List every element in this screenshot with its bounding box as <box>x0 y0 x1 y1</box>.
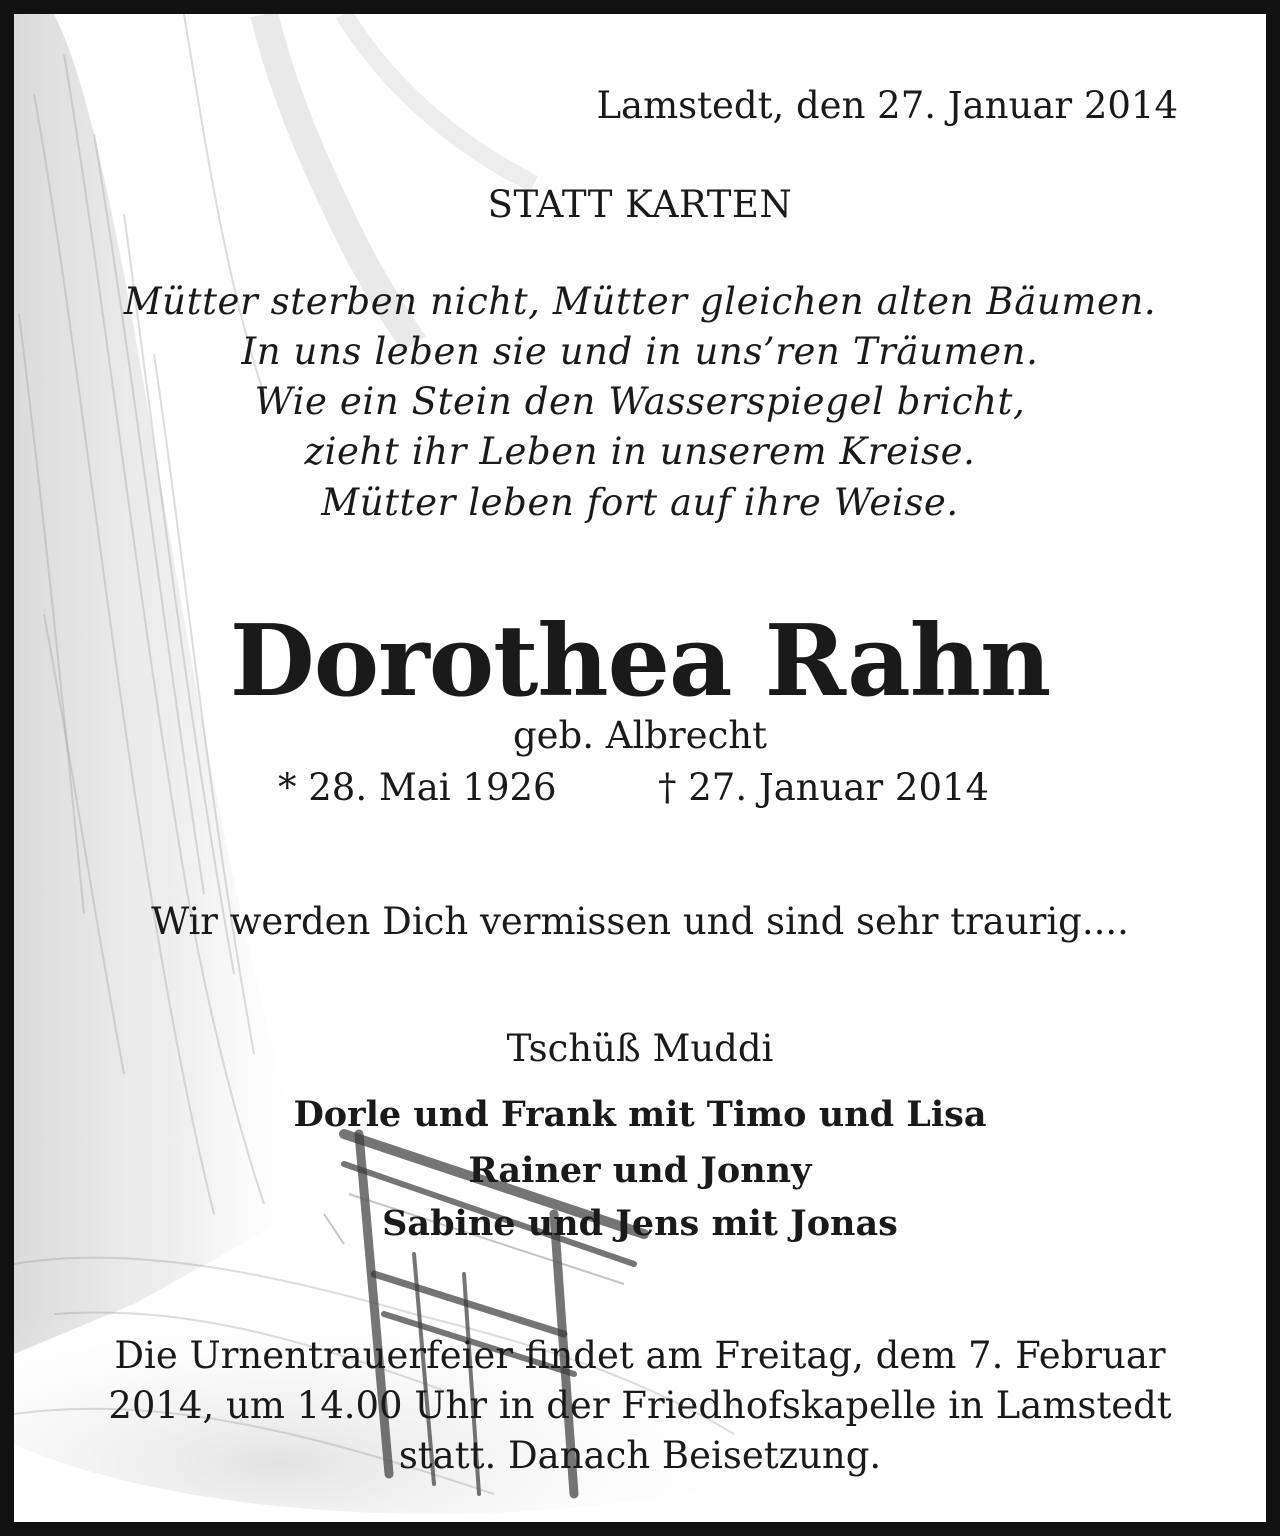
poem-line: Wie ein Stein den Wasserspiegel bricht, <box>254 380 1026 423</box>
family-member-line: Rainer und Jonny <box>468 1150 812 1191</box>
death-date: † 27. Januar 2014 <box>658 766 990 809</box>
announcement-line: 2014, um 14.00 Uhr in der Friedhofskapelle in Lamstedt <box>108 1384 1172 1427</box>
goodbye-line: Tschüß Muddi <box>506 1027 774 1070</box>
notice-header: STATT KARTEN <box>487 183 793 226</box>
birth-name: geb. Albrecht <box>512 714 768 757</box>
poem-line: Mütter leben fort auf ihre Weise. <box>321 481 959 524</box>
date-line: Lamstedt, den 27. Januar 2014 <box>596 84 1178 127</box>
announcement-line: statt. Danach Beisetzung. <box>398 1434 882 1477</box>
farewell-line: Wir werden Dich vermissen und sind sehr traurig.... <box>151 900 1129 943</box>
poem-line: Mütter sterben nicht, Mütter gleichen alten Bäumen. <box>123 280 1157 323</box>
announcement-line: Die Urnentrauerfeier findet am Freitag, dem 7. Februar <box>114 1334 1166 1377</box>
deceased-name: Dorothea Rahn <box>229 604 1051 719</box>
family-member-line: Sabine und Jens mit Jonas <box>382 1203 898 1244</box>
birth-date: * 28. Mai 1926 <box>278 766 557 809</box>
poem-line: zieht ihr Leben in unserem Kreise. <box>304 430 976 473</box>
poem-line: In uns leben sie und in uns’ren Träumen. <box>241 330 1039 373</box>
family-member-line: Dorle und Frank mit Timo und Lisa <box>293 1094 987 1135</box>
tree-and-bench-sketch <box>14 14 1266 1522</box>
